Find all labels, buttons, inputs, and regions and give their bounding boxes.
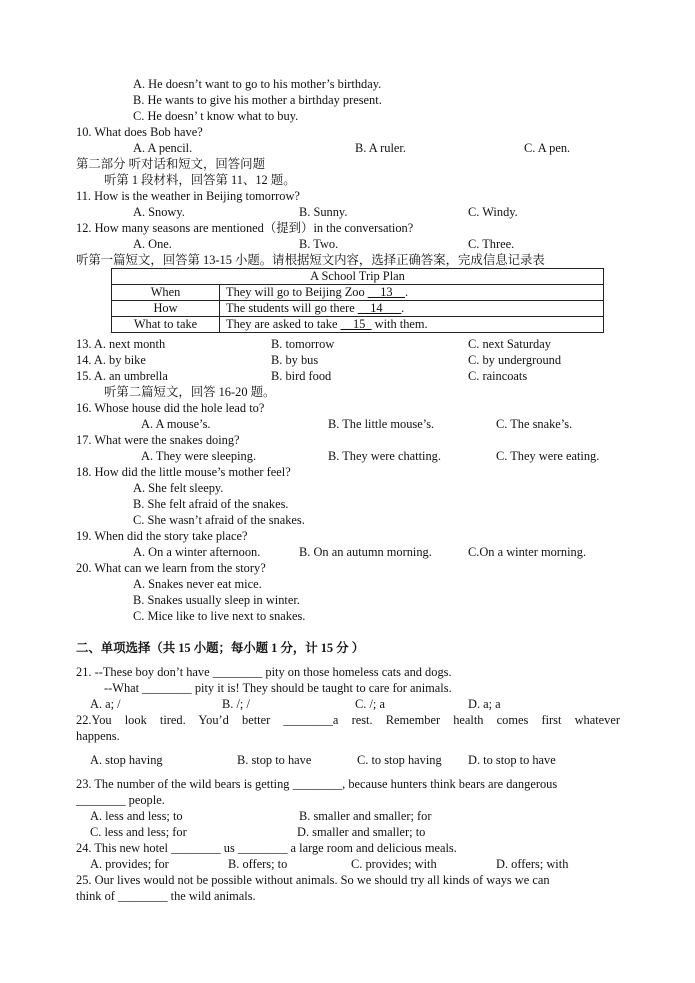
text-line-l14c: C. by underground: [468, 353, 562, 367]
row-label-how: How: [112, 301, 220, 317]
text-line-l36: happens.: [76, 729, 120, 743]
text-line-l41b: D. smaller and smaller; to: [297, 825, 426, 839]
text-line-l26a: A. On a winter afternoon.: [133, 545, 261, 559]
text-line-l9c: C. Windy.: [468, 205, 518, 219]
text-line-l20c: C. They were eating.: [496, 449, 600, 463]
text-line-l9a: A. Snowy.: [133, 205, 185, 219]
row-text-end: .: [401, 301, 405, 315]
text-line-l40b: B. smaller and smaller; for: [299, 809, 432, 823]
text-line-l44: 25. Our lives would not be possible without animals. So we should try all kinds of ways we can: [76, 873, 550, 887]
table-row: [112, 317, 604, 333]
text-line-l15b: B. bird food: [271, 369, 332, 383]
text-line-l26c: C.On a winter morning.: [468, 545, 587, 559]
text-line-l29: B. Snakes usually sleep in winter.: [133, 593, 300, 607]
row-text-end: .: [404, 285, 409, 299]
text-line-l1: A. He doesn’t want to go to his mother’s birthday.: [133, 77, 382, 91]
row-content-how: [220, 301, 604, 317]
text-line-l3: C. He doesn’ t know what to buy.: [133, 109, 299, 123]
text-line-l7: 听第 1 段材料，回答第 11、12 题。: [104, 173, 296, 187]
text-line-l10: 12. How many seasons are mentioned（提到）in the conversation?: [76, 221, 414, 235]
text-line-l11c: C. Three.: [468, 237, 515, 251]
text-line-l37c: C. to stop having: [357, 753, 442, 767]
text-line-l42: 24. This new hotel ________ us ________ a large room and delicious meals.: [76, 841, 457, 855]
row-text: They are asked to take: [226, 317, 341, 331]
text-line-l21: 18. How did the little mouse’s mother feel?: [76, 465, 291, 479]
school-trip-plan-table: [111, 268, 604, 333]
row-text: They will go to Beijing Zoo: [226, 285, 368, 299]
text-line-l34a: A. a; /: [90, 697, 121, 711]
text-line-l43d: D. offers; with: [496, 857, 569, 871]
text-line-l45: think of ________ the wild animals.: [76, 889, 256, 903]
text-line-l34d: D. a; a: [468, 697, 501, 711]
text-line-l24: C. She wasn’t afraid of the snakes.: [133, 513, 305, 527]
text-line-l20a: A. They were sleeping.: [141, 449, 257, 463]
text-line-l27: 20. What can we learn from the story?: [76, 561, 266, 575]
text-line-l39: ________ people.: [76, 793, 165, 807]
row-text: The students will go there: [226, 301, 358, 315]
text-line-l41a: C. less and less; for: [90, 825, 187, 839]
table-title-row: [112, 269, 604, 285]
text-line-l13c: C. next Saturday: [468, 337, 551, 351]
text-line-l19: 17. What were the snakes doing?: [76, 433, 240, 447]
text-line-l11a: A. One.: [133, 237, 172, 251]
text-line-l43c: C. provides; with: [351, 857, 437, 871]
text-line-l28: A. Snakes never eat mice.: [133, 577, 262, 591]
text-line-l11b: B. Two.: [299, 237, 339, 251]
text-line-l30: C. Mice like to live next to snakes.: [133, 609, 306, 623]
text-line-l16: 听第二篇短文，回答 16-20 题。: [104, 385, 276, 399]
text-line-l5a: A. A pencil.: [133, 141, 193, 155]
text-line-l43a: A. provides; for: [90, 857, 169, 871]
row-label-when: When: [112, 285, 220, 301]
text-line-l26b: B. On an autumn morning.: [299, 545, 432, 559]
text-line-l8: 11. How is the weather in Beijing tomorrow?: [76, 189, 300, 203]
answer-blank-13: __13__: [367, 285, 405, 299]
text-line-l25: 19. When did the story take place?: [76, 529, 248, 543]
text-line-l37b: B. stop to have: [237, 753, 312, 767]
text-line-l18b: B. The little mouse’s.: [328, 417, 435, 431]
text-line-l22: A. She felt sleepy.: [133, 481, 224, 495]
answer-blank-15: __15_: [340, 317, 372, 331]
text-line-l13a: 13. A. next month: [76, 337, 166, 351]
row-content-when: [220, 285, 604, 301]
text-line-l18a: A. A mouse’s.: [141, 417, 211, 431]
text-line-l17: 16. Whose house did the hole lead to?: [76, 401, 265, 415]
text-line-l18c: C. The snake’s.: [496, 417, 573, 431]
text-line-l4: 10. What does Bob have?: [76, 125, 203, 139]
text-line-l9b: B. Sunny.: [299, 205, 348, 219]
row-label-what-to-take: What to take: [112, 317, 220, 333]
text-line-l37d: D. to stop to have: [468, 753, 556, 767]
text-line-l20b: B. They were chatting.: [328, 449, 441, 463]
text-line-l13b: B. tomorrow: [271, 337, 335, 351]
text-line-l14b: B. by bus: [271, 353, 319, 367]
question-22-line: 22.You look tired. You’d better ________a rest. Remember health comes first whatever: [76, 713, 620, 727]
table-row: [112, 301, 604, 317]
text-line-l40a: A. less and less; to: [90, 809, 183, 823]
text-line-l37a: A. stop having: [90, 753, 163, 767]
text-line-l14a: 14. A. by bike: [76, 353, 146, 367]
text-line-l34b: B. /; /: [222, 697, 250, 711]
text-line-l6: 第二部分 听对话和短文，回答问题: [76, 157, 265, 171]
text-line-l2: B. He wants to give his mother a birthday present.: [133, 93, 382, 107]
text-line-l34c: C. /; a: [355, 697, 385, 711]
text-line-l15c: C. raincoats: [468, 369, 528, 383]
text-line-l31: 二、单项选择（共 15 小题；每小题 1 分，计 15 分 ）: [76, 641, 365, 655]
text-line-l12: 听第一篇短文，回答第 13-15 小题。请根据短文内容，选择正确答案，完成信息记录表: [76, 253, 545, 267]
text-line-l23: B. She felt afraid of the snakes.: [133, 497, 289, 511]
text-line-l32: 21. --These boy don’t have ________ pity on those homeless cats and dogs.: [76, 665, 452, 679]
row-content-what-to-take: [220, 317, 604, 333]
text-line-l43b: B. offers; to: [228, 857, 288, 871]
text-line-l38: 23. The number of the wild bears is getting ________, because hunters think bears are dangerous: [76, 777, 558, 791]
text-line-l5c: C. A pen.: [524, 141, 571, 155]
text-line-l15a: 15. A. an umbrella: [76, 369, 168, 383]
text-line-l33: --What ________ pity it is! They should be taught to care for animals.: [104, 681, 452, 695]
answer-blank-14: __14___: [357, 301, 402, 315]
table-title: A School Trip Plan: [112, 269, 604, 285]
row-text-end: with them.: [371, 317, 428, 331]
table-row: [112, 285, 604, 301]
text-line-l5b: B. A ruler.: [355, 141, 406, 155]
